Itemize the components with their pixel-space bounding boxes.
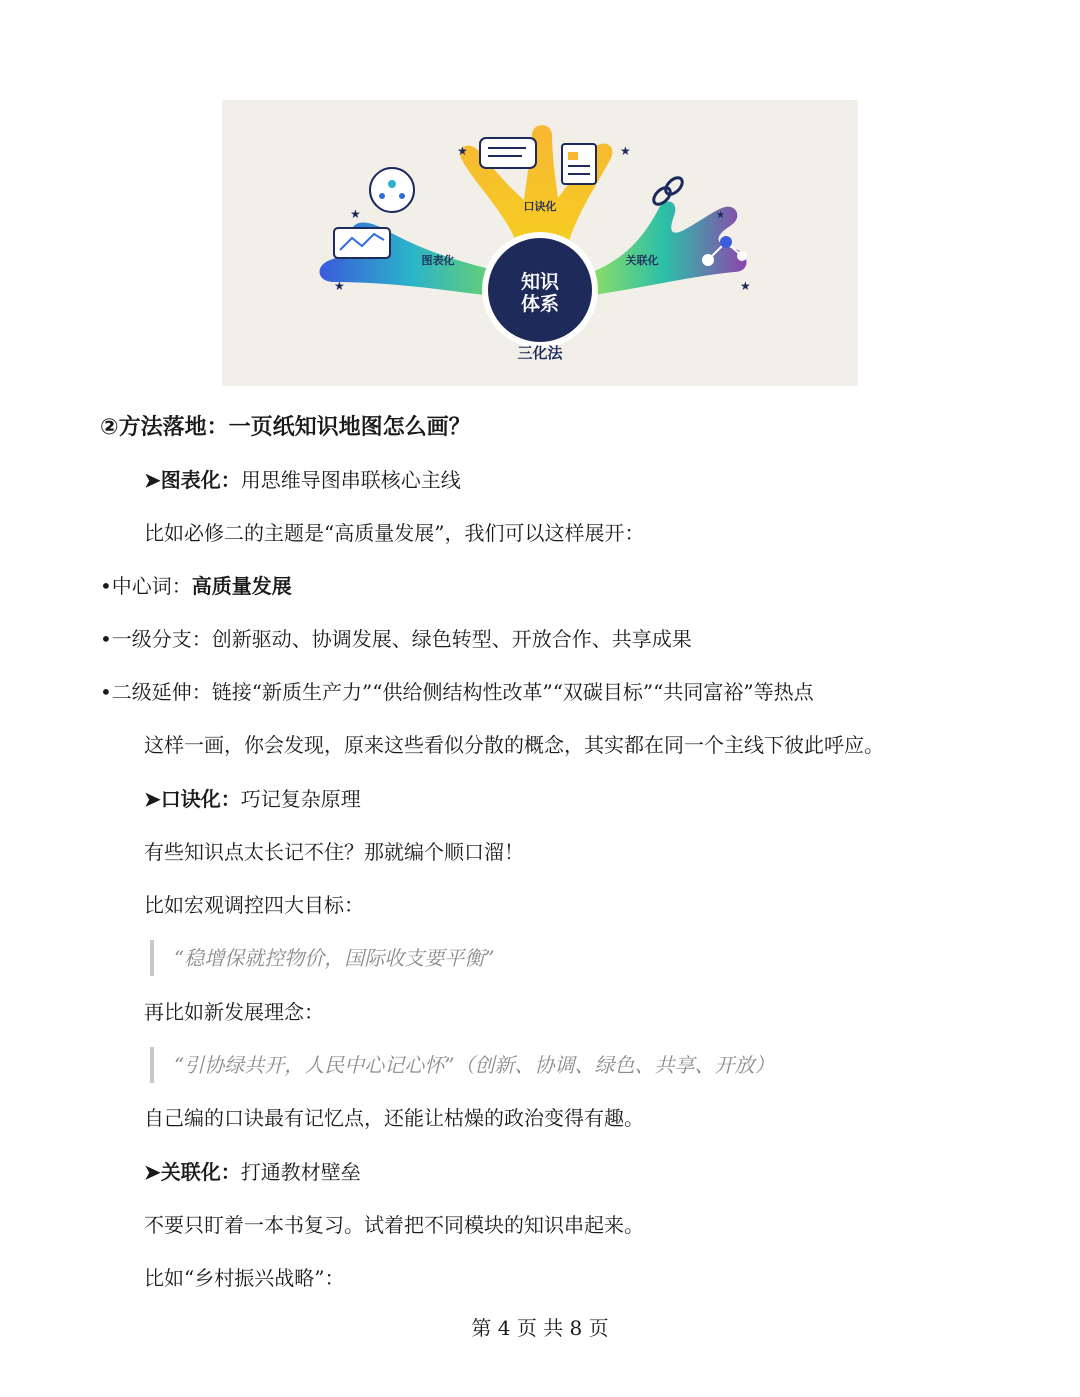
link-intro: 不要只盯着一本书复习。试着把不同模块的知识串起来。 [144, 1213, 644, 1237]
rhyme-intro: 有些知识点太长记不住？那就编个顺口溜！ [144, 840, 524, 864]
link-method-line [144, 1158, 361, 1186]
chart-method-desc: 用思维导图串联核心主线 [240, 468, 461, 492]
svg-text:★: ★ [457, 144, 468, 158]
branch-label-right: 关联化 [625, 254, 659, 267]
rhyme-method-line [144, 785, 361, 813]
rhyme-summary: 自己编的口诀最有记忆点，还能让枯燥的政治变得有趣。 [144, 1106, 644, 1130]
svg-text:★: ★ [350, 207, 361, 221]
network-bubble-icon [370, 168, 414, 212]
example-intro: 比如必修二的主题是“高质量发展”，我们可以这样展开： [144, 521, 645, 545]
knowledge-system-illustration [222, 100, 858, 386]
rhyme-example-2: 再比如新发展理念： [144, 1000, 324, 1024]
rhyme-method-title: ➤口诀化： [144, 787, 241, 811]
bullet-center-value: 高质量发展 [191, 574, 292, 598]
line-chart-icon [334, 228, 390, 258]
bullet-center-label: •中心词： [100, 574, 192, 598]
link-method-title: ➤关联化： [144, 1160, 241, 1184]
link-method-desc: 打通教材壁垒 [240, 1160, 361, 1184]
chart-method-line [144, 466, 461, 494]
rhyme-example-1: 比如宏观调控四大目标： [144, 893, 364, 917]
branch-label-top: 口诀化 [523, 200, 557, 213]
chart-method-title: ➤图表化： [144, 468, 241, 492]
rhyme-method-desc: 巧记复杂原理 [240, 787, 361, 811]
summary-paragraph: 这样一画，你会发现，原来这些看似分散的概念，其实都在同一个主线下彼此呼应。 [144, 733, 884, 757]
center-label-line2: 体系 [520, 293, 560, 315]
document-icon [562, 144, 596, 184]
bullet-level1: •一级分支：创新驱动、协调发展、绿色转型、开放合作、共享成果 [100, 627, 692, 651]
bullet-center-word [100, 572, 292, 600]
chat-bubble-icon [480, 138, 536, 168]
section-heading: ②方法落地：一页纸知识地图怎么画？ [100, 415, 471, 440]
svg-text:★: ★ [740, 279, 751, 293]
page-footer: 第 4 页 共 8 页 [471, 1316, 609, 1340]
quote-new-development: “引协绿共开，人民中心记心怀”（创新、协调、绿色、共享、开放） [150, 1047, 774, 1083]
quote-macro-goals: “稳增保就控物价，国际收支要平衡” [150, 940, 494, 976]
center-label-line1: 知识 [520, 271, 560, 293]
branch-label-left: 图表化 [421, 254, 455, 267]
figure-caption: 三化法 [517, 344, 563, 362]
svg-text:★: ★ [716, 210, 725, 221]
svg-text:★: ★ [334, 279, 345, 293]
link-example: 比如“乡村振兴战略”： [144, 1266, 345, 1290]
svg-text:★: ★ [620, 144, 631, 158]
bullet-level2: •二级延伸：链接“新质生产力”“供给侧结构性改革”“双碳目标”“共同富裕”等热点 [100, 680, 814, 704]
